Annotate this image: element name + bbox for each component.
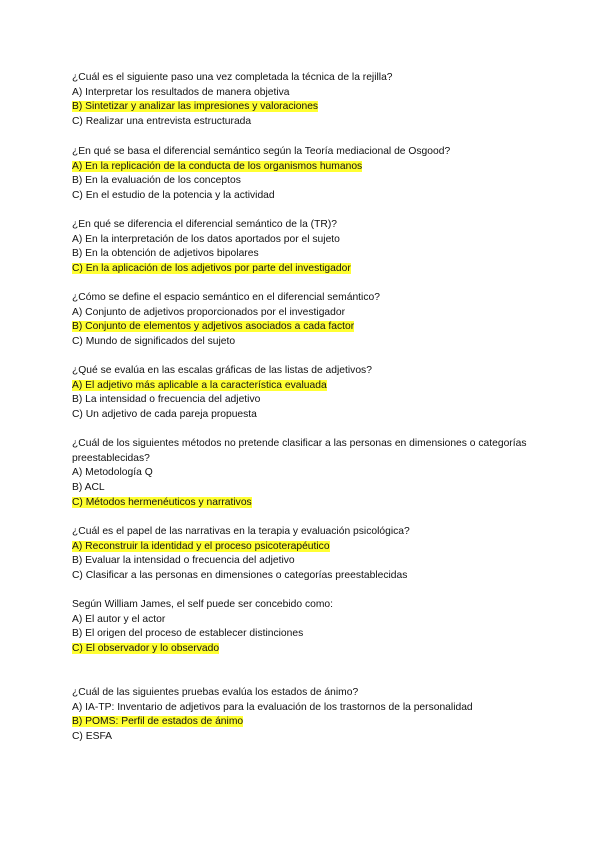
answer-option: A) En la interpretación de los datos aportados por el sujeto [72, 233, 340, 245]
answer-option: A) Metodología Q [72, 467, 153, 479]
question-block-3 [72, 218, 532, 277]
correct-answer-option: B) POMS: Perfil de estados de ánimo [72, 716, 244, 728]
answer-option: B) En la obtención de adjetivos bipolares [72, 248, 259, 260]
question-block-1 [72, 71, 532, 130]
question-text: ¿Cuál es el siguiente paso una vez completada la técnica de la rejilla? [72, 72, 393, 83]
answer-option: A) El autor y el actor [72, 613, 166, 625]
answer-option: A) Conjunto de adjetivos proporcionados por el investigador [72, 306, 346, 318]
answer-option: B) En la evaluación de los conceptos [72, 175, 241, 187]
correct-answer-option: C) El observador y lo observado [72, 643, 220, 655]
question-text: ¿Qué se evalúa en las escalas gráficas de las listas de adjetivos? [72, 365, 372, 376]
answer-option: A) IA-TP: Inventario de adjetivos para la evaluación de los trastornos de la personalidad [72, 701, 473, 713]
answer-option: C) Clasificar a las personas en dimensiones o categorías preestablecidas [72, 570, 408, 582]
answer-option: C) Realizar una entrevista estructurada [72, 116, 252, 128]
question-text: ¿Cómo se define el espacio semántico en el diferencial semántico? [72, 292, 380, 303]
question-block-5 [72, 364, 532, 423]
correct-answer-option: A) El adjetivo más aplicable a la característica evaluada [72, 379, 327, 391]
answer-option: B) La intensidad o frecuencia del adjetivo [72, 394, 261, 406]
question-block-4 [72, 291, 532, 350]
question-text: Según William James, el self puede ser concebido como: [72, 599, 333, 610]
correct-answer-option: B) Conjunto de elementos y adjetivos asociados a cada factor [72, 321, 355, 333]
answer-option: C) En el estudio de la potencia y la actividad [72, 190, 275, 202]
answer-option: B) El origen del proceso de establecer distinciones [72, 628, 304, 640]
question-block-6 [72, 437, 532, 511]
question-text: ¿Cuál es el papel de las narrativas en la terapia y evaluación psicológica? [72, 526, 410, 537]
question-block-9 [72, 686, 532, 745]
answer-option: A) Interpretar los resultados de manera objetiva [72, 86, 290, 98]
correct-answer-option: B) Sintetizar y analizar las impresiones y valoraciones [72, 101, 319, 113]
answer-option: C) Mundo de significados del sujeto [72, 336, 236, 348]
question-block-8 [72, 598, 532, 657]
correct-answer-option: C) En la aplicación de los adjetivos por parte del investigador [72, 263, 351, 275]
correct-answer-option: A) Reconstruir la identidad y el proceso psicoterapéutico [72, 540, 330, 552]
question-text: ¿Cuál de las siguientes pruebas evalúa los estados de ánimo? [72, 687, 359, 698]
answer-option: B) Evaluar la intensidad o frecuencia del adjetivo [72, 555, 295, 567]
question-text: ¿Cuál de los siguientes métodos no pretende clasificar a las personas en dimensiones o categorías preestablecidas? [72, 438, 527, 464]
question-text: ¿En qué se basa el diferencial semántico según la Teoría mediacional de Osgood? [72, 146, 451, 157]
answer-option: C) Un adjetivo de cada pareja propuesta [72, 409, 257, 421]
answer-option: C) ESFA [72, 731, 113, 743]
correct-answer-option: C) Métodos hermenéuticos y narrativos [72, 496, 252, 508]
correct-answer-option: A) En la replicación de la conducta de los organismos humanos [72, 160, 363, 172]
question-block-2 [72, 145, 532, 204]
answer-option: B) ACL [72, 482, 105, 494]
question-text: ¿En qué se diferencia el diferencial semántico de la (TR)? [72, 219, 337, 230]
question-block-7 [72, 525, 532, 584]
